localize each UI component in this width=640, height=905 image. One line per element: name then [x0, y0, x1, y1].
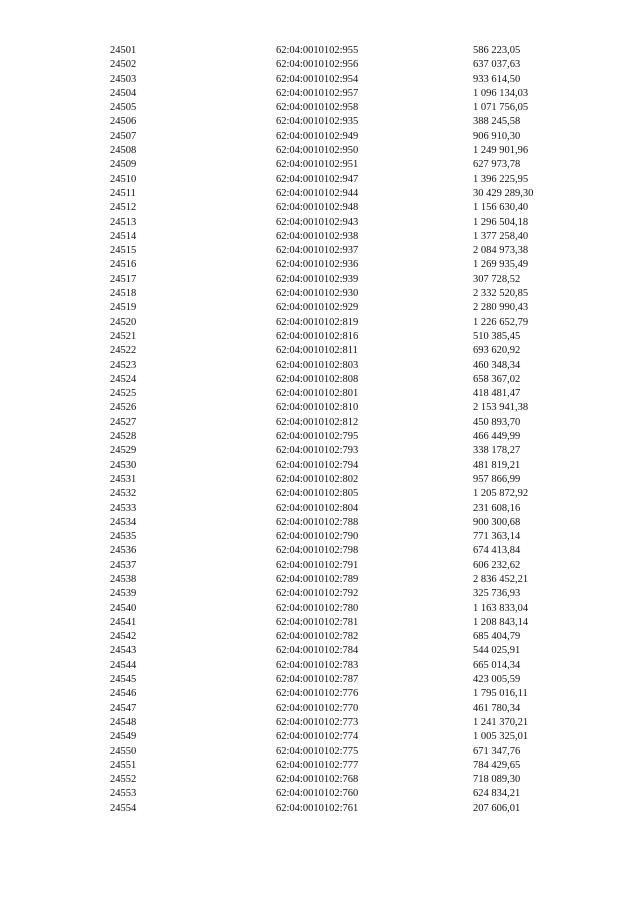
- row-number-cell: 24527: [110, 416, 137, 428]
- table-row: [0, 216, 640, 230]
- cadastral-value-cell: 957 866,99: [473, 473, 521, 485]
- cadastral-number-cell: 62:04:0010102:937: [276, 245, 359, 257]
- row-number-cell: 24548: [110, 716, 137, 728]
- cadastral-number-cell: 62:04:0010102:777: [276, 759, 359, 771]
- cadastral-number-cell: 62:04:0010102:939: [276, 273, 359, 285]
- row-number-cell: 24526: [110, 402, 137, 414]
- cadastral-number-cell: 62:04:0010102:784: [276, 645, 359, 657]
- cadastral-number-cell: 62:04:0010102:776: [276, 688, 359, 700]
- table-row: [0, 444, 640, 458]
- row-number-cell: 24504: [110, 87, 137, 99]
- cadastral-value-cell: 207 606,01: [473, 802, 521, 814]
- row-number-cell: 24502: [110, 59, 137, 71]
- cadastral-value-cell: 338 178,27: [473, 445, 521, 457]
- cadastral-number-cell: 62:04:0010102:947: [276, 173, 359, 185]
- cadastral-number-cell: 62:04:0010102:791: [276, 559, 359, 571]
- cadastral-value-cell: 1 163 833,04: [473, 602, 529, 614]
- cadastral-number-cell: 62:04:0010102:819: [276, 316, 359, 328]
- row-number-cell: 24534: [110, 516, 137, 528]
- table-row: [0, 173, 640, 187]
- table-row: [0, 316, 640, 330]
- table-row: [0, 244, 640, 258]
- table-row: [0, 73, 640, 87]
- row-number-cell: 24549: [110, 731, 137, 743]
- cadastral-value-cell: 771 363,14: [473, 531, 521, 543]
- table-row: [0, 559, 640, 573]
- cadastral-number-cell: 62:04:0010102:955: [276, 45, 359, 56]
- cadastral-value-cell: 933 614,50: [473, 73, 521, 85]
- table-row: [0, 144, 640, 158]
- cadastral-number-cell: 62:04:0010102:943: [276, 216, 359, 228]
- cadastral-value-cell: 1 249 901,96: [473, 145, 529, 157]
- cadastral-number-cell: 62:04:0010102:795: [276, 431, 359, 443]
- row-number-cell: 24518: [110, 288, 137, 300]
- table-row: [0, 187, 640, 201]
- cadastral-value-cell: 1 396 225,95: [473, 173, 529, 185]
- cadastral-value-cell: 418 481,47: [473, 388, 521, 400]
- cadastral-value-cell: 1 096 134,03: [473, 87, 529, 99]
- table-row: [0, 115, 640, 129]
- table-row: [0, 44, 640, 58]
- table-row: [0, 745, 640, 759]
- row-number-cell: 24539: [110, 588, 137, 600]
- table-row: [0, 230, 640, 244]
- table-row: [0, 673, 640, 687]
- cadastral-number-cell: 62:04:0010102:811: [276, 345, 358, 357]
- row-number-cell: 24537: [110, 559, 137, 571]
- table-row: [0, 487, 640, 501]
- table-row: [0, 330, 640, 344]
- table-row: [0, 373, 640, 387]
- row-number-cell: 24506: [110, 116, 137, 128]
- cadastral-number-cell: 62:04:0010102:808: [276, 373, 359, 385]
- cadastral-number-cell: 62:04:0010102:812: [276, 416, 359, 428]
- row-number-cell: 24543: [110, 645, 137, 657]
- table-row: [0, 273, 640, 287]
- cadastral-value-cell: 1 005 325,01: [473, 731, 529, 743]
- cadastral-value-cell: 1 226 652,79: [473, 316, 529, 328]
- cadastral-value-cell: 606 232,62: [473, 559, 521, 571]
- cadastral-number-cell: 62:04:0010102:781: [276, 616, 359, 628]
- cadastral-value-cell: 906 910,30: [473, 130, 521, 142]
- cadastral-number-cell: 62:04:0010102:802: [276, 473, 359, 485]
- cadastral-number-cell: 62:04:0010102:938: [276, 230, 359, 242]
- cadastral-number-cell: 62:04:0010102:789: [276, 573, 359, 585]
- cadastral-value-cell: 900 300,68: [473, 516, 521, 528]
- cadastral-value-cell: 1 377 258,40: [473, 230, 529, 242]
- cadastral-number-cell: 62:04:0010102:773: [276, 716, 359, 728]
- cadastral-number-cell: 62:04:0010102:957: [276, 87, 359, 99]
- cadastral-value-cell: 450 893,70: [473, 416, 521, 428]
- cadastral-number-cell: 62:04:0010102:936: [276, 259, 359, 271]
- cadastral-value-cell: 461 780,34: [473, 702, 521, 714]
- cadastral-number-cell: 62:04:0010102:798: [276, 545, 359, 557]
- cadastral-value-cell: 1 208 843,14: [473, 616, 529, 628]
- table-row: [0, 573, 640, 587]
- cadastral-value-cell: 1 241 370,21: [473, 716, 529, 728]
- cadastral-value-cell: 2 153 941,38: [473, 402, 529, 414]
- cadastral-number-cell: 62:04:0010102:794: [276, 459, 359, 471]
- row-number-cell: 24540: [110, 602, 137, 614]
- cadastral-value-cell: 1 269 935,49: [473, 259, 529, 271]
- row-number-cell: 24546: [110, 688, 137, 700]
- table-row: [0, 602, 640, 616]
- cadastral-number-cell: 62:04:0010102:944: [276, 187, 359, 199]
- cadastral-value-cell: 1 156 630,40: [473, 202, 529, 214]
- cadastral-value-cell: 1 795 016,11: [473, 688, 528, 700]
- row-number-cell: 24505: [110, 102, 137, 114]
- table-row: [0, 516, 640, 530]
- row-number-cell: 24536: [110, 545, 137, 557]
- cadastral-value-cell: 1 071 756,05: [473, 102, 529, 114]
- table-row: [0, 387, 640, 401]
- cadastral-number-cell: 62:04:0010102:780: [276, 602, 359, 614]
- cadastral-value-cell: 784 429,65: [473, 759, 521, 771]
- cadastral-value-cell: 231 608,16: [473, 502, 521, 514]
- table-row: [0, 287, 640, 301]
- table-row: [0, 401, 640, 415]
- cadastral-number-cell: 62:04:0010102:803: [276, 359, 359, 371]
- table-row: [0, 787, 640, 801]
- table-row: [0, 344, 640, 358]
- table-row: [0, 430, 640, 444]
- table-row: [0, 587, 640, 601]
- cadastral-number-cell: 62:04:0010102:793: [276, 445, 359, 457]
- row-number-cell: 24552: [110, 774, 137, 786]
- cadastral-value-cell: 627 973,78: [473, 159, 521, 171]
- table-row: [0, 544, 640, 558]
- cadastral-number-cell: 62:04:0010102:760: [276, 788, 359, 800]
- row-number-cell: 24545: [110, 674, 137, 686]
- cadastral-value-cell: 30 429 289,30: [473, 187, 534, 199]
- cadastral-value-cell: 307 728,52: [473, 273, 521, 285]
- row-number-cell: 24547: [110, 702, 137, 714]
- row-number-cell: 24515: [110, 245, 137, 257]
- table-row: [0, 416, 640, 430]
- row-number-cell: 24523: [110, 359, 137, 371]
- cadastral-number-cell: 62:04:0010102:816: [276, 330, 359, 342]
- cadastral-value-cell: 658 367,02: [473, 373, 521, 385]
- cadastral-number-cell: 62:04:0010102:792: [276, 588, 359, 600]
- table-row: [0, 473, 640, 487]
- row-number-cell: 24551: [110, 759, 137, 771]
- row-number-cell: 24538: [110, 573, 137, 585]
- cadastral-value-cell: 2 084 973,38: [473, 245, 529, 257]
- row-number-cell: 24542: [110, 631, 137, 643]
- cadastral-number-cell: 62:04:0010102:954: [276, 73, 359, 85]
- table-row: [0, 687, 640, 701]
- row-number-cell: 24554: [110, 802, 137, 814]
- table-row: [0, 459, 640, 473]
- cadastral-number-cell: 62:04:0010102:761: [276, 802, 359, 814]
- cadastral-value-cell: 2 836 452,21: [473, 573, 529, 585]
- cadastral-number-cell: 62:04:0010102:770: [276, 702, 359, 714]
- table-row: [0, 730, 640, 744]
- table-row: [0, 759, 640, 773]
- cadastral-number-cell: 62:04:0010102:950: [276, 145, 359, 157]
- cadastral-number-cell: 62:04:0010102:775: [276, 745, 359, 757]
- row-number-cell: 24533: [110, 502, 137, 514]
- table-row: [0, 301, 640, 315]
- cadastral-number-cell: 62:04:0010102:783: [276, 659, 359, 671]
- row-number-cell: 24520: [110, 316, 137, 328]
- table-row: [0, 616, 640, 630]
- cadastral-value-table: [0, 44, 640, 816]
- row-number-cell: 24550: [110, 745, 137, 757]
- table-row: [0, 773, 640, 787]
- cadastral-value-cell: 624 834,21: [473, 788, 521, 800]
- row-number-cell: 24553: [110, 788, 137, 800]
- table-row: [0, 87, 640, 101]
- cadastral-value-cell: 481 819,21: [473, 459, 521, 471]
- cadastral-value-cell: 2 280 990,43: [473, 302, 529, 314]
- cadastral-value-cell: 718 089,30: [473, 774, 521, 786]
- row-number-cell: 24509: [110, 159, 137, 171]
- table-row: [0, 359, 640, 373]
- cadastral-number-cell: 62:04:0010102:810: [276, 402, 359, 414]
- cadastral-number-cell: 62:04:0010102:930: [276, 288, 359, 300]
- cadastral-number-cell: 62:04:0010102:774: [276, 731, 359, 743]
- cadastral-value-cell: 423 005,59: [473, 674, 521, 686]
- row-number-cell: 24544: [110, 659, 137, 671]
- cadastral-value-cell: 671 347,76: [473, 745, 521, 757]
- table-row: [0, 659, 640, 673]
- cadastral-value-cell: 466 449,99: [473, 431, 521, 443]
- cadastral-number-cell: 62:04:0010102:768: [276, 774, 359, 786]
- cadastral-number-cell: 62:04:0010102:801: [276, 388, 359, 400]
- table-row: [0, 101, 640, 115]
- cadastral-number-cell: 62:04:0010102:935: [276, 116, 359, 128]
- row-number-cell: 24512: [110, 202, 137, 214]
- table-row: [0, 158, 640, 172]
- cadastral-number-cell: 62:04:0010102:804: [276, 502, 359, 514]
- cadastral-value-cell: 665 014,34: [473, 659, 521, 671]
- row-number-cell: 24524: [110, 373, 137, 385]
- table-row: [0, 630, 640, 644]
- cadastral-value-cell: 544 025,91: [473, 645, 521, 657]
- table-row: [0, 644, 640, 658]
- row-number-cell: 24511: [110, 187, 136, 199]
- row-number-cell: 24532: [110, 488, 137, 500]
- row-number-cell: 24503: [110, 73, 137, 85]
- table-row: [0, 258, 640, 272]
- row-number-cell: 24507: [110, 130, 137, 142]
- table-row: [0, 530, 640, 544]
- table-row: [0, 802, 640, 816]
- row-number-cell: 24510: [110, 173, 137, 185]
- cadastral-value-cell: 693 620,92: [473, 345, 521, 357]
- table-row: [0, 130, 640, 144]
- row-number-cell: 24525: [110, 388, 137, 400]
- cadastral-value-cell: 325 736,93: [473, 588, 521, 600]
- row-number-cell: 24521: [110, 330, 137, 342]
- row-number-cell: 24530: [110, 459, 137, 471]
- row-number-cell: 24517: [110, 273, 137, 285]
- table-row: [0, 58, 640, 72]
- cadastral-number-cell: 62:04:0010102:788: [276, 516, 359, 528]
- cadastral-number-cell: 62:04:0010102:958: [276, 102, 359, 114]
- cadastral-value-cell: 2 332 520,85: [473, 288, 529, 300]
- row-number-cell: 24522: [110, 345, 137, 357]
- table-row: [0, 201, 640, 215]
- cadastral-value-cell: 1 296 504,18: [473, 216, 529, 228]
- cadastral-value-cell: 460 348,34: [473, 359, 521, 371]
- cadastral-number-cell: 62:04:0010102:790: [276, 531, 359, 543]
- cadastral-value-cell: 674 413,84: [473, 545, 521, 557]
- cadastral-number-cell: 62:04:0010102:929: [276, 302, 359, 314]
- cadastral-number-cell: 62:04:0010102:951: [276, 159, 359, 171]
- row-number-cell: 24535: [110, 531, 137, 543]
- row-number-cell: 24514: [110, 230, 137, 242]
- row-number-cell: 24513: [110, 216, 137, 228]
- table-row: [0, 716, 640, 730]
- row-number-cell: 24519: [110, 302, 137, 314]
- cadastral-number-cell: 62:04:0010102:805: [276, 488, 359, 500]
- row-number-cell: 24529: [110, 445, 137, 457]
- row-number-cell: 24528: [110, 431, 137, 443]
- cadastral-number-cell: 62:04:0010102:787: [276, 674, 359, 686]
- row-number-cell: 24508: [110, 145, 137, 157]
- cadastral-number-cell: 62:04:0010102:948: [276, 202, 359, 214]
- cadastral-value-cell: 510 385,45: [473, 330, 521, 342]
- cadastral-value-cell: 637 037,63: [473, 59, 521, 71]
- table-row: [0, 702, 640, 716]
- cadastral-value-cell: 586 223,05: [473, 45, 521, 56]
- row-number-cell: 24516: [110, 259, 137, 271]
- cadastral-value-cell: 1 205 872,92: [473, 488, 529, 500]
- table-row: [0, 502, 640, 516]
- cadastral-number-cell: 62:04:0010102:949: [276, 130, 359, 142]
- cadastral-value-cell: 388 245,58: [473, 116, 521, 128]
- row-number-cell: 24501: [110, 45, 137, 56]
- cadastral-value-cell: 685 404,79: [473, 631, 521, 643]
- cadastral-number-cell: 62:04:0010102:782: [276, 631, 359, 643]
- row-number-cell: 24531: [110, 473, 137, 485]
- cadastral-number-cell: 62:04:0010102:956: [276, 59, 359, 71]
- row-number-cell: 24541: [110, 616, 137, 628]
